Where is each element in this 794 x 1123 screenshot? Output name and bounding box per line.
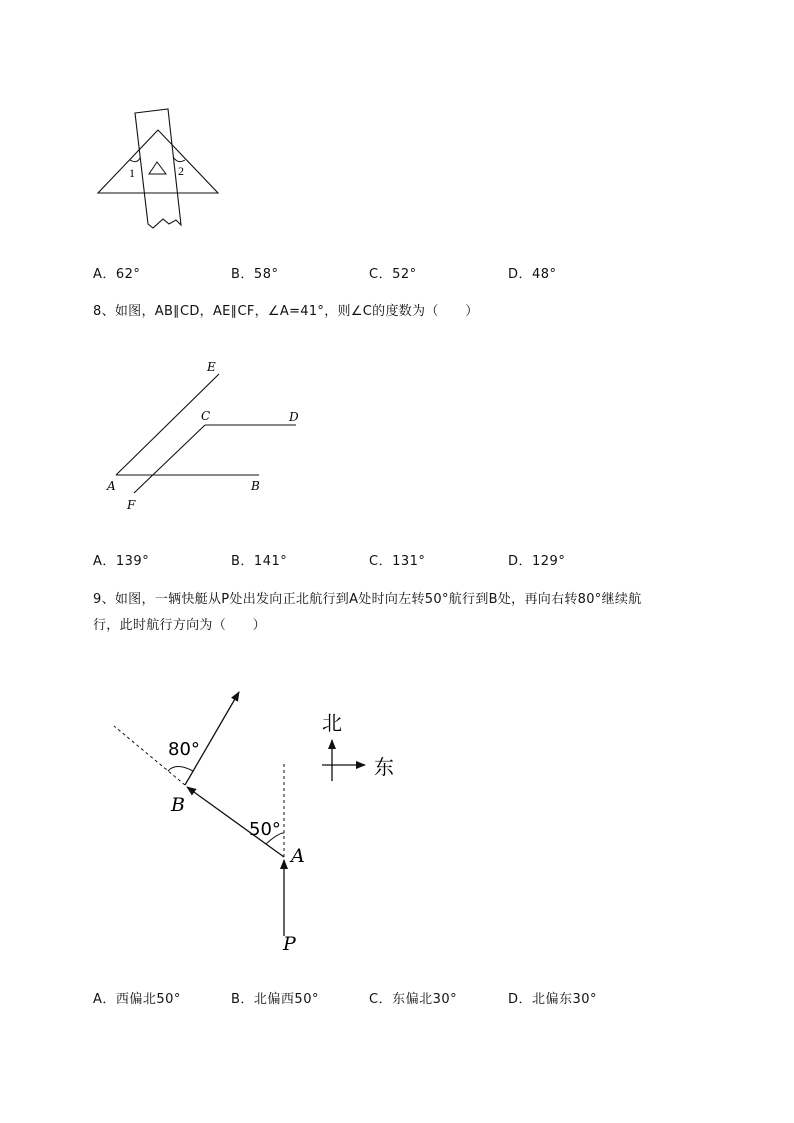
- q9-label-50: 50°: [249, 819, 281, 840]
- q9-question-line-2: 行，此时航行方向为（ ）: [93, 618, 266, 633]
- q8-label-c: C: [201, 409, 211, 423]
- q9-label-b: B: [171, 794, 185, 816]
- q8-label-f: F: [127, 498, 136, 512]
- q8-option-d[interactable]: D．129°: [508, 554, 566, 569]
- q9-option-c[interactable]: C．东偏北30°: [369, 992, 458, 1007]
- q9-option-b[interactable]: B．北偏西50°: [231, 992, 319, 1007]
- q8-option-b[interactable]: B．141°: [231, 554, 288, 569]
- q8-label-b: B: [251, 479, 260, 493]
- q9-compass-east-label: 东: [374, 755, 394, 779]
- q8-option-c[interactable]: C．131°: [369, 554, 426, 569]
- q9-angle-80-arc: [168, 767, 193, 772]
- q7-option-b[interactable]: B．58°: [231, 267, 279, 282]
- q7-label-1: 1: [129, 166, 135, 180]
- q7-option-a[interactable]: A．62°: [93, 267, 141, 282]
- q9-option-d[interactable]: D．北偏东30°: [508, 992, 598, 1007]
- q7-label-2: 2: [178, 164, 184, 178]
- q8-label-a: A: [107, 479, 116, 493]
- q8-option-a[interactable]: A．139°: [93, 554, 150, 569]
- q9-label-p: P: [283, 933, 296, 955]
- q8-label-d: D: [289, 410, 299, 424]
- q9-label-80: 80°: [168, 739, 200, 760]
- q9-compass-north-label: 北: [322, 711, 342, 735]
- q7-option-d[interactable]: D．48°: [508, 267, 557, 282]
- q9-question-line-1: 9、如图，一辆快艇从P处出发向正北航行到A处时向左转50°航行到B处，再向右转80°继续航: [93, 592, 642, 607]
- q9-option-a[interactable]: A．西偏北50°: [93, 992, 181, 1007]
- q9-label-a: A: [291, 845, 305, 867]
- q7-option-c[interactable]: C．52°: [369, 267, 417, 282]
- q8-question-text: 8、如图，AB∥CD，AE∥CF，∠A=41°，则∠C的度数为（ ）: [93, 304, 479, 319]
- q8-label-e: E: [207, 360, 216, 374]
